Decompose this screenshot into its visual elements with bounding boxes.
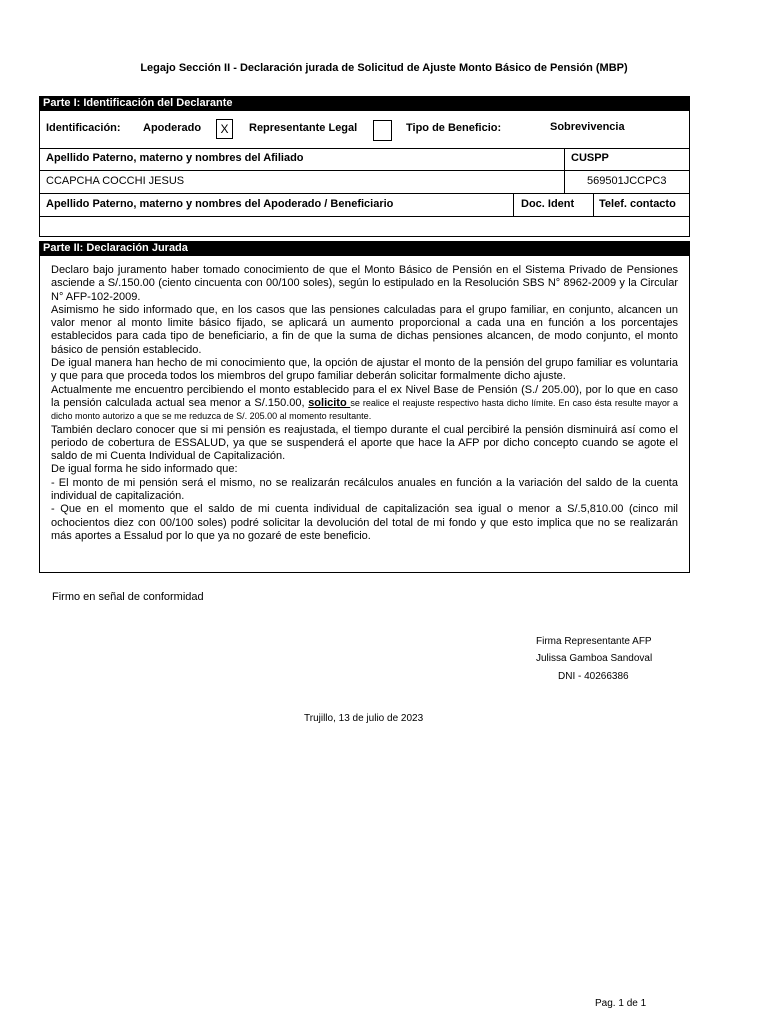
divider (39, 170, 690, 171)
conformidad-text: Firmo en señal de conformidad (52, 591, 204, 603)
decl-paragraph: De igual manera han hecho de mi conocimiento que, la opción de ajustar el monto de la pensión del grupo familiar es voluntaria y que para que proceda todos los miembros del grupo familiar deberán solicitar formalmente dicho ajuste. (51, 357, 678, 383)
divider (513, 193, 514, 216)
part1-header: Parte I: Identificación del Declarante (39, 96, 690, 110)
solicito-emphasis: solicito (308, 396, 351, 409)
firma-nombre: Julissa Gamboa Sandoval (536, 653, 653, 664)
representante-label: Representante Legal (249, 122, 358, 134)
cuspp-value: 569501JCCPC3 (587, 175, 667, 187)
telef-label: Telef. contacto (599, 198, 676, 210)
decl-paragraph: Asimismo he sido informado que, en los casos que las pensiones calculadas para el grupo familiar, en conjunto, alcancen un valor menor al monto limite básico fijado, se aplicará un aumento proporcional a cada una en función a los porcentajes establecidos para cada tipo de beneficiario, a fin de que la suma de dichas pensiones alcancen, de modo conjunto, el monto básico de pensión establecido. (51, 303, 678, 356)
document-title: Legajo Sección II - Declaración jurada de Solicitud de Ajuste Monto Básico de Pensión (MBP) (140, 62, 628, 74)
doc-ident-label: Doc. Ident (521, 198, 575, 210)
representante-checkbox[interactable] (373, 120, 392, 141)
page-number: Pag. 1 de 1 (595, 998, 647, 1009)
divider (39, 148, 690, 149)
divider (39, 216, 690, 217)
divider (564, 148, 565, 193)
divider (593, 193, 594, 216)
cuspp-label: CUSPP (571, 152, 609, 164)
apoderado-label: Apoderado (143, 122, 202, 134)
apoderado-nombre-label: Apellido Paterno, materno y nombres del Apoderado / Beneficiario (46, 198, 394, 210)
decl-paragraph: Declaro bajo juramento haber tomado conocimiento de que el Monto Básico de Pensión en el Sistema Privado de Pensiones asciende a S/.150.00 (ciento cincuenta con 00/100 soles), según lo estipulado en la Resolución SBS N° 8962-2009 y la Circular N° AFP-102-2009. (51, 264, 678, 303)
decl-paragraph: También declaro conocer que si mi pensión es reajustada, el tiempo durante el cual percibiré la pensión disminuirá así como el periodo de cobertura de ESSALUD, ya que se suspenderá el aporte que hace la AFP por dicho concepto cuando se agote el saldo de mi Cuenta Individual de Capitalización. (51, 423, 678, 463)
identificacion-label: Identificación: (46, 122, 121, 134)
tipo-beneficio-label: Tipo de Beneficio: (406, 122, 502, 134)
part2-header: Parte II: Declaración Jurada (39, 241, 690, 255)
decl-small-text: se realice el reajuste respectivo hasta dicho límite. En caso ésta resulte mayor a dicho monto autorizo a que se me reduzca de S/. 205.00 al momento resultante. (51, 397, 678, 422)
decl-paragraph: - El monto de mi pensión será el mismo, no se realizarán recálculos anuales en función a la variación del saldo de la cuenta individual de capitalización. (51, 476, 678, 503)
lugar-fecha: Trujillo, 13 de julio de 2023 (304, 713, 424, 724)
firma-dni: DNI - 40266386 (558, 671, 629, 682)
afiliado-value: CCAPCHA COCCHI JESUS (46, 175, 185, 187)
apoderado-checkbox[interactable]: X (216, 119, 233, 139)
tipo-beneficio-value: Sobrevivencia (550, 121, 625, 133)
firma-label: Firma Representante AFP (536, 636, 652, 647)
decl-paragraph: - Que en el momento que el saldo de mi cuenta individual de capitalización sea igual o menor a S/.5,810.00 (cinco mil ochocientos diez con 00/100 soles) podré solicitar la devolución del total de mi fondo y que esto implica que no se realizarán más aportes a Essalud por lo que ya no gozaré de este beneficio. (51, 503, 678, 542)
decl-paragraph: De igual forma he sido informado que: (51, 463, 238, 476)
decl-text: Actualmente me encuentro percibiendo el monto establecido para el ex Nivel Base de Pensión (S./ 205.00), por lo que en caso la pensión calculada actual sea menor a S/.150.00, (51, 383, 678, 409)
declaration-text (51, 264, 678, 543)
decl-paragraph (51, 384, 678, 424)
afiliado-label: Apellido Paterno, materno y nombres del Afiliado (46, 152, 304, 164)
